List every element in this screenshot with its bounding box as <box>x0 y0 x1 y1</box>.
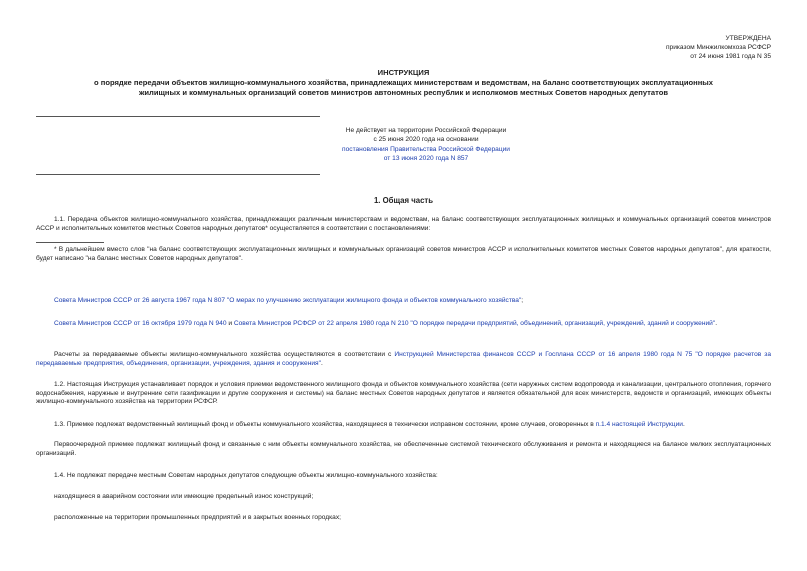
paragraph-1-3: 1.3. Приемке подлежат ведомственный жилищный фонд и объекты коммунального хозяйства, находящиеся в технически исправном состоянии, кроме случаев, оговоренных в п.1.4 настоящей Инструкции. <box>54 421 685 428</box>
paragraph-1-1: 1.1. Передача объектов жилищно-коммунального хозяйства, принадлежащих различным министерствам и ведомствам, на баланс соответствующих эксплуатационных жилищных и коммунальных организаций советов министров АССР и исполнительных комитетов местных Советов народных депутатов* осуществляется в соответствии с постановлениями: <box>36 216 771 232</box>
list-item-emergency: находящиеся в аварийном состоянии или имеющие предельный износ конструкций; <box>54 493 314 500</box>
document-title <box>36 68 771 98</box>
paragraph-resolution-1967: Совета Министров СССР от 26 августа 1967 года N 807 "О мерах по улучшению эксплуатации жилищного фонда и объектов коммунального хозяйства"; <box>54 297 524 304</box>
paragraph-settlements: Расчеты за передаваемые объекты жилищно-коммунального хозяйства осуществляются в соответствии с Инструкцией Министерства финансов СССР и Госплана СССР от 16 апреля 1980 года N 75 "О порядке расчетов за передаваемые предприятия, объединения, организации, учреждения, здания и сооружения". <box>36 351 771 367</box>
title-instruction: ИНСТРУКЦИЯ <box>377 68 430 77</box>
status-line1: Не действует на территории Российской Федерации <box>345 127 507 134</box>
status-resolution-link[interactable]: постановления Правительства Российской Федерации <box>342 145 510 153</box>
divider-bottom <box>36 174 320 175</box>
paragraph-1-2: 1.2. Настоящая Инструкция устанавливает порядок и условия приемки ведомственного жилищного фонда и объектов коммунального хозяйства (сети наружных систем водопровода и канализации, центрального отопления, горячего водоснабжения, наружные и внутренние сети газификации и другие сооружения и системы) на баланс местных Советов народных депутатов и является обязательной для всех министерств, ведомств и организаций, имеющих объекты жилищно-коммунального хозяйства на территории РСФСР. <box>36 381 771 406</box>
divider-top <box>36 116 320 117</box>
title-subject-line2: жилищных и коммунальных организаций советов министров автономных республик и исполкомов местных Советов народных депутатов <box>138 87 669 97</box>
approved-order: приказом Минжилкомхоза РСФСР <box>665 44 771 52</box>
approved-date: от 24 июня 1981 года N 35 <box>690 53 771 61</box>
clause-1-4-link[interactable]: п.1.4 настоящей Инструкции <box>595 421 683 428</box>
validity-status <box>256 126 596 163</box>
resolution-1980-link[interactable]: Совета Министров РСФСР от 22 апреля 1980 года N 210 "О порядке передачи предприятий, объединений, организаций, учреждений, зданий и сооружений" <box>233 320 716 327</box>
section-title: 1. Общая часть <box>373 196 434 205</box>
finance-instruction-link[interactable]: Инструкцией Министерства финансов СССР и Госплана СССР от 16 апреля 1980 года N 75 "О порядке расчетов за передаваемые предприятия, объединения, организации, учреждения, здания и сооружения" <box>36 351 771 367</box>
status-line2: с 25 июня 2020 года на основании <box>373 136 479 144</box>
title-subject-line1: о порядке передачи объектов жилищно-коммунального хозяйства, принадлежащих министерствам и ведомствам, на баланс соответствующих эксплуатационных <box>93 77 714 87</box>
paragraph-resolution-1979-1980: Совета Министров СССР от 16 октября 1979 года N 940 и Совета Министров РСФСР от 22 апреля 1980 года N 210 "О порядке передачи предприятий, объединений, организаций, учреждений, зданий и сооружений". <box>54 320 718 327</box>
list-item-industrial: расположенные на территории промышленных предприятий и в закрытых военных городках; <box>54 514 341 521</box>
footnote: * В дальнейшем вместо слов "на баланс соответствующих эксплуатационных жилищных и коммунальных организаций советов министров АССР и исполнительных комитетов местных Советов народных депутатов", для краткости, будет написано "на баланс местных Советов народных депутатов". <box>36 246 771 262</box>
approval-stamp <box>666 34 771 62</box>
paragraph-priority-acceptance: Первоочередной приемке подлежат жилищный фонд и связанные с ним объекты коммунального хозяйства, не обеспеченные системой технического обслуживания и ремонта и находящиеся на балансе мелких эксплуатационных организаций. <box>36 441 771 457</box>
status-resolution-date-link[interactable]: от 13 июня 2020 года N 857 <box>383 155 469 163</box>
resolution-1979-link[interactable]: Совета Министров СССР от 16 октября 1979 года N 940 <box>54 320 227 327</box>
footnote-divider <box>36 242 104 243</box>
resolution-1967-link[interactable]: Совета Министров СССР от 26 августа 1967 года N 807 "О мерах по улучшению эксплуатации жилищного фонда и объектов коммунального хозяйства" <box>54 297 522 304</box>
paragraph-1-4: 1.4. Не подлежат передаче местным Советам народных депутатов следующие объекты жилищно-коммунального хозяйства: <box>54 472 438 479</box>
approved-label: УТВЕРЖДЕНА <box>725 35 771 42</box>
